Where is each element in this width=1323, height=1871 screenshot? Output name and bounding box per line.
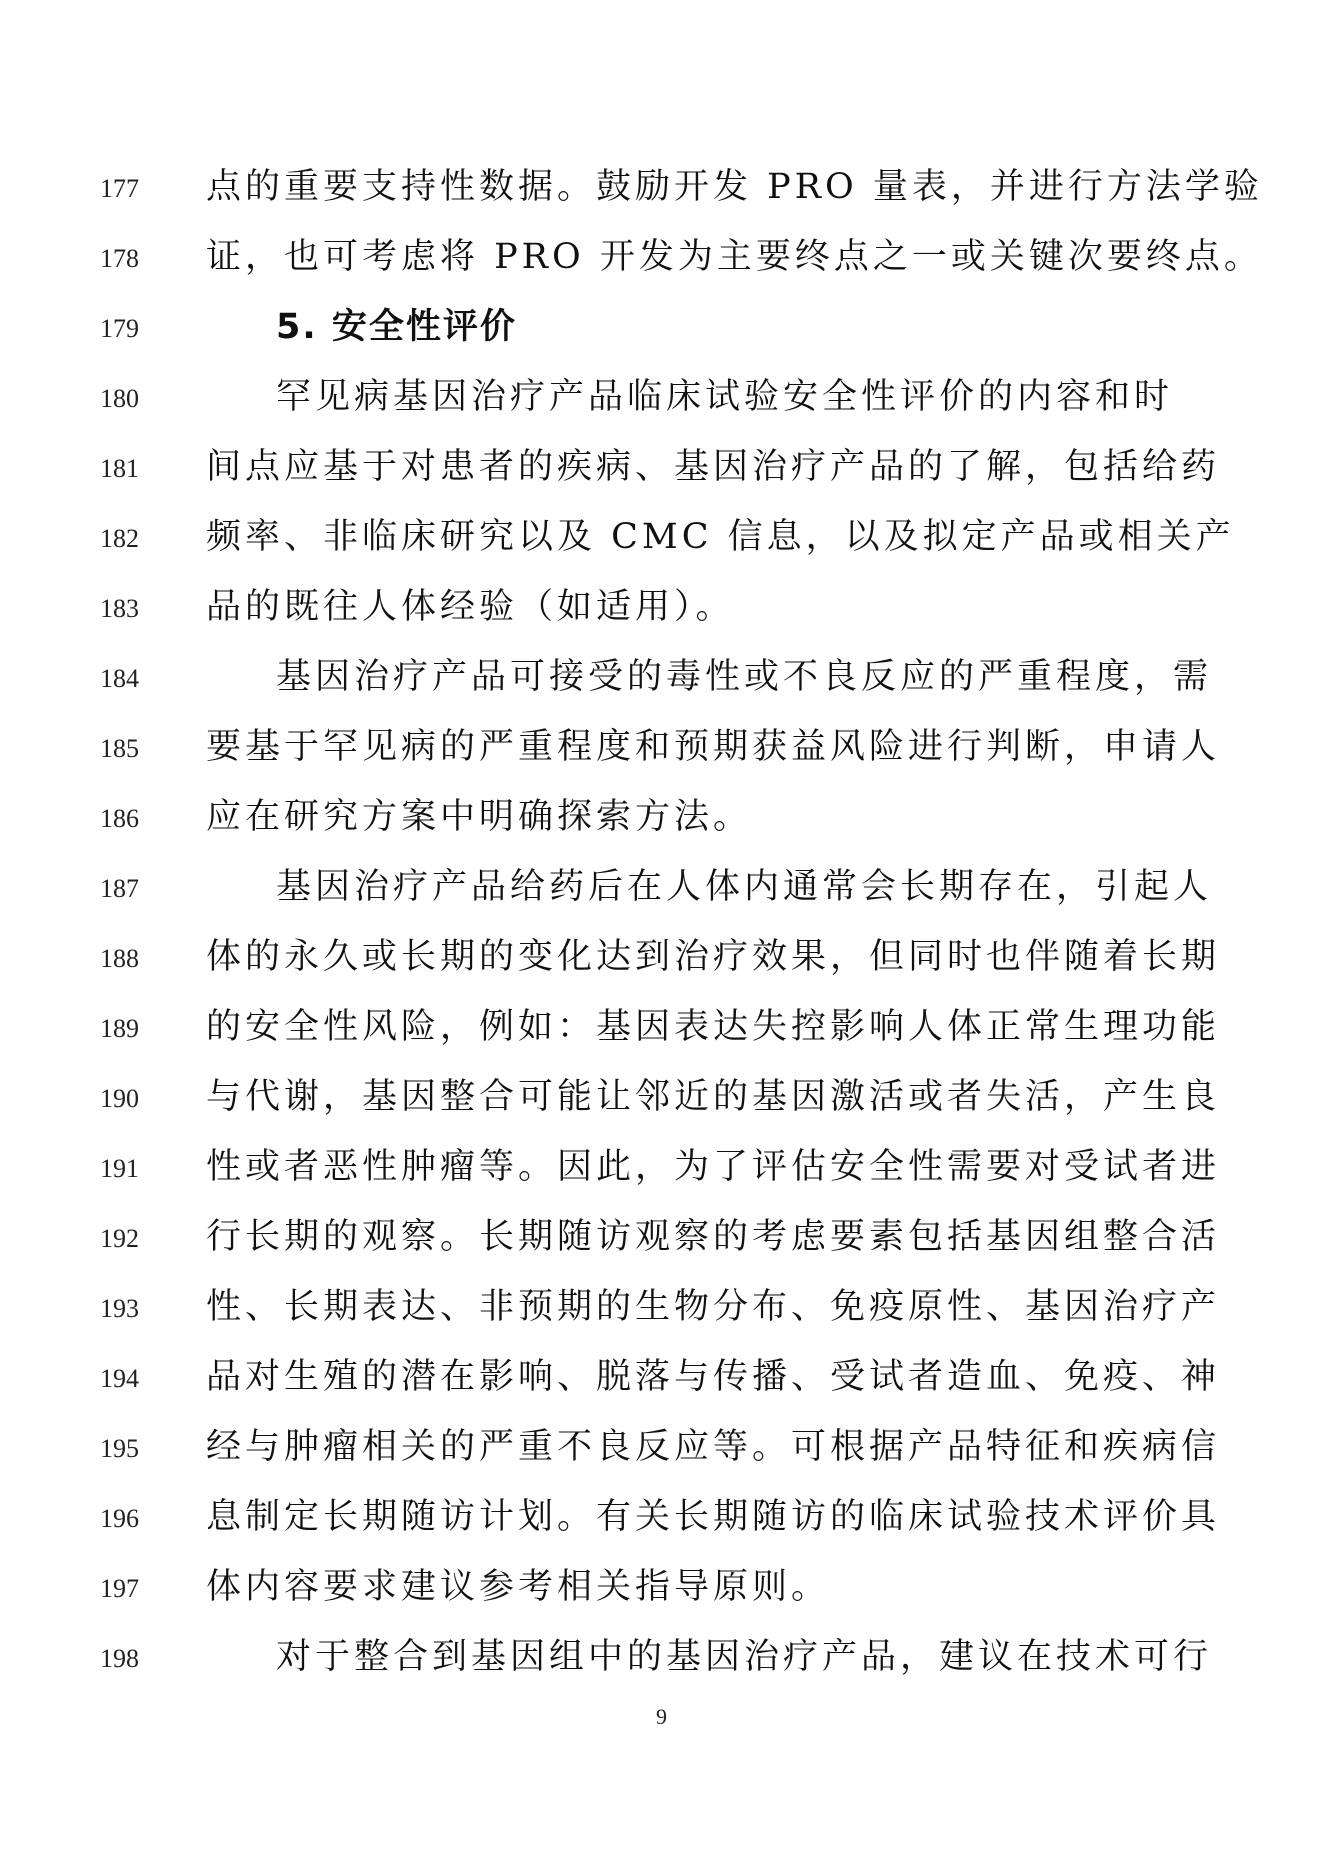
text-line bbox=[0, 1138, 1323, 1208]
text-line bbox=[0, 1558, 1323, 1628]
paragraph-last-line: 体内容要求建议参考相关指导原则。 bbox=[206, 1567, 831, 1607]
line-number: 179 bbox=[100, 314, 139, 343]
line-text: 要基于罕见病的严重程度和预期获益风险进行判断，申请人 bbox=[206, 727, 1221, 767]
text-line bbox=[0, 1278, 1323, 1348]
line-text: 经与肿瘤相关的严重不良反应等。可根据产品特征和疾病信 bbox=[206, 1427, 1221, 1467]
line-number: 196 bbox=[100, 1504, 139, 1533]
text-line bbox=[0, 1208, 1323, 1278]
text-line bbox=[0, 788, 1323, 858]
paragraph-first-line: 基因治疗产品可接受的毒性或不良反应的严重程度，需 bbox=[276, 657, 1213, 697]
line-text: 点的重要支持性数据。鼓励开发 PRO 量表，并进行方法学验 bbox=[206, 167, 1263, 207]
line-text: 频率、非临床研究以及 CMC 信息，以及拟定产品或相关产 bbox=[206, 517, 1235, 557]
line-number: 192 bbox=[100, 1224, 139, 1253]
line-number: 183 bbox=[100, 594, 139, 623]
line-number: 190 bbox=[100, 1084, 139, 1113]
line-number: 187 bbox=[100, 874, 139, 903]
text-line bbox=[0, 508, 1323, 578]
line-number: 177 bbox=[100, 174, 139, 203]
text-line bbox=[0, 928, 1323, 998]
line-text: 品对生殖的潜在影响、脱落与传播、受试者造血、免疫、神 bbox=[206, 1357, 1221, 1397]
line-number: 189 bbox=[100, 1014, 139, 1043]
text-line bbox=[0, 858, 1323, 928]
paragraph-first-line: 基因治疗产品给药后在人体内通常会长期存在，引起人 bbox=[276, 867, 1213, 907]
text-line bbox=[0, 998, 1323, 1068]
line-number: 181 bbox=[100, 454, 139, 483]
line-number: 186 bbox=[100, 804, 139, 833]
line-number: 191 bbox=[100, 1154, 139, 1183]
paragraph-last-line: 品的既往人体经验（如适用）。 bbox=[206, 587, 735, 627]
text-line bbox=[0, 158, 1323, 228]
section-heading-line bbox=[0, 298, 1323, 368]
line-number: 182 bbox=[100, 524, 139, 553]
paragraph-first-line: 对于整合到基因组中的基因治疗产品，建议在技术可行 bbox=[276, 1637, 1213, 1677]
text-line bbox=[0, 718, 1323, 788]
text-line bbox=[0, 648, 1323, 718]
line-number: 178 bbox=[100, 244, 139, 273]
text-line bbox=[0, 438, 1323, 508]
section-heading: 5. 安全性评价 bbox=[276, 307, 517, 347]
line-text: 性或者恶性肿瘤等。因此，为了评估安全性需要对受试者进 bbox=[206, 1147, 1221, 1187]
page-number: 9 bbox=[656, 1704, 667, 1729]
text-line bbox=[0, 228, 1323, 298]
line-text: 证，也可考虑将 PRO 开发为主要终点之一或关键次要终点。 bbox=[206, 237, 1263, 277]
text-line bbox=[0, 1068, 1323, 1138]
paragraph-last-line: 应在研究方案中明确探索方法。 bbox=[206, 797, 753, 837]
line-number: 188 bbox=[100, 944, 139, 973]
line-number: 185 bbox=[100, 734, 139, 763]
text-line bbox=[0, 368, 1323, 438]
line-text: 息制定长期随访计划。有关长期随访的临床试验技术评价具 bbox=[206, 1497, 1221, 1537]
line-text: 性、长期表达、非预期的生物分布、免疫原性、基因治疗产 bbox=[206, 1287, 1221, 1327]
line-text: 的安全性风险，例如：基因表达失控影响人体正常生理功能 bbox=[206, 1007, 1221, 1047]
line-number: 194 bbox=[100, 1364, 139, 1393]
text-line bbox=[0, 578, 1323, 648]
text-line bbox=[0, 1418, 1323, 1488]
line-number: 198 bbox=[100, 1644, 139, 1673]
text-line bbox=[0, 1348, 1323, 1418]
line-text: 行长期的观察。长期随访观察的考虑要素包括基因组整合活 bbox=[206, 1217, 1221, 1257]
line-text: 与代谢，基因整合可能让邻近的基因激活或者失活，产生良 bbox=[206, 1077, 1221, 1117]
line-number: 180 bbox=[100, 384, 139, 413]
text-line bbox=[0, 1488, 1323, 1558]
paragraph-first-line: 罕见病基因治疗产品临床试验安全性评价的内容和时 bbox=[276, 377, 1174, 417]
line-number: 195 bbox=[100, 1434, 139, 1463]
text-line bbox=[0, 1628, 1323, 1698]
line-number: 184 bbox=[100, 664, 139, 693]
line-text: 间点应基于对患者的疾病、基因治疗产品的了解，包括给药 bbox=[206, 447, 1221, 487]
line-number: 193 bbox=[100, 1294, 139, 1323]
line-number: 197 bbox=[100, 1574, 139, 1603]
line-text: 体的永久或长期的变化达到治疗效果，但同时也伴随着长期 bbox=[206, 937, 1221, 977]
